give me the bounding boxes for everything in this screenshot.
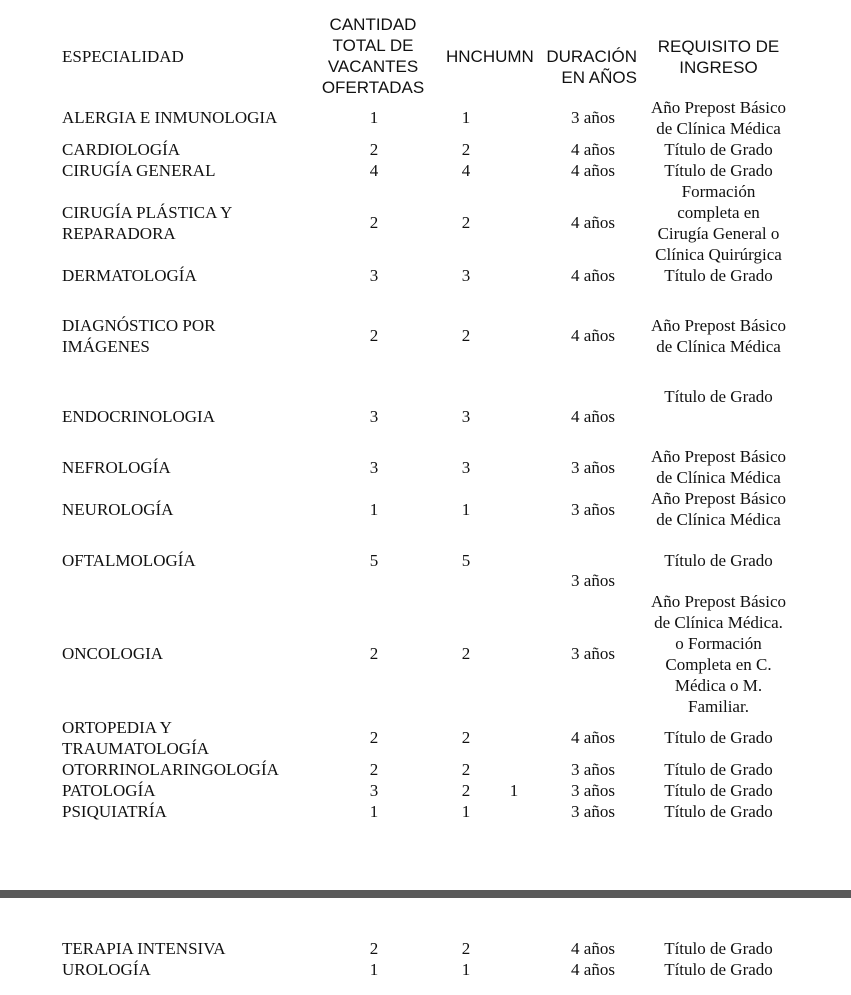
duracion-cell: 4 años: [571, 960, 615, 979]
vacantes-cell: 2: [369, 728, 379, 747]
especialidad-cell: [62, 406, 215, 427]
especialidad-cell-line: ONCOLOGIA: [62, 644, 164, 663]
hnc-cell: 1: [461, 500, 471, 519]
especialidad-cell-line: CIRUGÍA PLÁSTICA Y: [62, 203, 233, 222]
hnc-cell: 4: [461, 161, 471, 180]
duracion-cell: 3 años: [571, 781, 615, 800]
requisito-cell-line: de Clínica Médica: [656, 337, 781, 356]
requisito-cell: [636, 386, 801, 407]
requisito-cell: [636, 160, 801, 181]
vacantes-cell: 1: [369, 960, 379, 979]
requisito-cell-line: Formación: [681, 182, 756, 201]
hnc-cell: 1: [461, 802, 471, 821]
vacantes-cell: 2: [369, 760, 379, 779]
especialidad-cell: [62, 107, 277, 128]
hnc-cell: 2: [461, 781, 471, 800]
vacantes-cell: 4: [369, 161, 379, 180]
especialidad-cell: [62, 717, 209, 759]
especialidad-cell: [62, 959, 151, 980]
especialidad-cell-line: NEUROLOGÍA: [62, 500, 174, 519]
requisito-cell: [636, 938, 801, 959]
requisito-cell-line: de Clínica Médica: [656, 468, 781, 487]
duracion-cell: 4 años: [571, 266, 615, 285]
especialidad-cell: [62, 499, 173, 520]
duracion-cell: 3 años: [571, 458, 615, 477]
header-especialidad-label: ESPECIALIDAD: [62, 47, 184, 66]
header-vacantes: [312, 14, 434, 98]
duracion-cell: 4 años: [571, 140, 615, 159]
vacantes-cell: 5: [369, 551, 379, 570]
hnc-cell: 2: [461, 644, 471, 663]
header-hnc-humn: [446, 46, 534, 67]
requisito-cell: [636, 265, 801, 286]
requisito-cell-line: Título de Grado: [664, 728, 773, 747]
especialidad-cell-line: REPARADORA: [62, 224, 176, 243]
requisito-cell-line: Año Prepost Básico: [650, 316, 787, 335]
humn-cell: 1: [509, 781, 519, 800]
requisito-cell-line: Año Prepost Básico: [650, 98, 787, 117]
especialidad-cell-line: TRAUMATOLOGÍA: [62, 739, 210, 758]
especialidad-cell-line: CARDIOLOGÍA: [62, 140, 181, 159]
duracion-cell: 3 años: [571, 644, 615, 663]
requisito-cell: [636, 591, 801, 717]
especialidad-cell-line: PSIQUIATRÍA: [62, 802, 167, 821]
hnc-cell: 3: [461, 266, 471, 285]
especialidad-cell: [62, 202, 232, 244]
hnc-cell: 1: [461, 960, 471, 979]
especialidad-cell: [62, 139, 180, 160]
duracion-cell: 4 años: [571, 213, 615, 232]
hnc-cell: 2: [461, 760, 471, 779]
requisito-cell-line: Título de Grado: [664, 939, 773, 958]
header-duracion-line: EN AÑOS: [561, 68, 637, 87]
especialidad-cell: [62, 265, 197, 286]
hnc-cell: 2: [461, 213, 471, 232]
vacantes-cell: 1: [369, 500, 379, 519]
duracion-cell: 3 años: [571, 802, 615, 821]
header-vacantes-line: OFERTADAS: [321, 78, 425, 97]
requisito-cell: [636, 780, 801, 801]
especialidad-cell: [62, 938, 226, 959]
requisito-cell-line: Título de Grado: [664, 760, 773, 779]
duracion-cell: 4 años: [571, 939, 615, 958]
requisito-cell: [636, 488, 801, 530]
requisito-cell: [636, 97, 801, 139]
hnc-cell: 2: [461, 326, 471, 345]
requisito-cell-line: Título de Grado: [664, 140, 773, 159]
requisito-cell-line: Título de Grado: [664, 960, 773, 979]
especialidad-cell-line: DIAGNÓSTICO POR: [62, 316, 216, 335]
especialidad-cell: [62, 780, 156, 801]
requisito-cell: [636, 181, 801, 265]
especialidad-cell-line: IMÁGENES: [62, 337, 150, 356]
requisito-cell-line: Médica o M.: [674, 676, 763, 695]
requisito-cell-line: o Formación: [675, 634, 762, 653]
hnc-cell: 5: [461, 551, 471, 570]
hnc-cell: 2: [461, 939, 471, 958]
duracion-cell: 4 años: [571, 407, 615, 426]
especialidad-cell: [62, 759, 279, 780]
page-separator: [0, 890, 851, 898]
requisito-cell: [636, 315, 801, 357]
duracion-cell: 4 años: [571, 326, 615, 345]
requisito-cell-line: de Clínica Médica: [656, 119, 781, 138]
header-duracion: [545, 46, 637, 88]
especialidad-cell-line: PATOLOGÍA: [62, 781, 156, 800]
especialidad-cell: [62, 801, 167, 822]
header-requisito: [640, 36, 797, 78]
requisito-cell-line: Año Prepost Básico: [650, 489, 787, 508]
duracion-cell: 4 años: [571, 161, 615, 180]
especialidad-cell-line: OTORRINOLARINGOLOGÍA: [62, 760, 279, 779]
requisito-cell-line: Título de Grado: [664, 802, 773, 821]
especialidad-cell: [62, 643, 163, 664]
requisito-cell-line: Título de Grado: [664, 161, 773, 180]
vacantes-cell: 1: [369, 108, 379, 127]
header-vacantes-line: TOTAL DE: [332, 36, 414, 55]
header-vacantes-line: VACANTES: [327, 57, 419, 76]
header-vacantes-line: CANTIDAD: [329, 15, 417, 34]
especialidad-cell: [62, 160, 215, 181]
hnc-cell: 3: [461, 407, 471, 426]
header-requisito-line: INGRESO: [679, 58, 758, 77]
especialidad-cell-line: ALERGIA E INMUNOLOGIA: [62, 108, 278, 127]
vacantes-cell: 2: [369, 326, 379, 345]
hnc-cell: 2: [461, 728, 471, 747]
requisito-cell: [636, 727, 801, 748]
duracion-cell: 3 años: [571, 760, 615, 779]
especialidad-cell-line: ENDOCRINOLOGIA: [62, 407, 215, 426]
requisito-cell-line: Título de Grado: [664, 387, 773, 406]
vacantes-cell: 3: [369, 458, 379, 477]
requisito-cell-line: Cirugía General o: [657, 224, 780, 243]
requisito-cell-line: Título de Grado: [664, 551, 773, 570]
especialidad-cell: [62, 315, 215, 357]
requisito-cell-line: Clínica Quirúrgica: [655, 245, 782, 264]
requisito-cell-line: Año Prepost Básico: [650, 447, 787, 466]
requisito-cell-line: Año Prepost Básico: [650, 592, 787, 611]
duracion-cell: 3 años: [571, 500, 615, 519]
requisito-cell: [636, 446, 801, 488]
vacantes-cell: 2: [369, 213, 379, 232]
especialidad-cell: [62, 550, 196, 571]
vacantes-cell: 3: [369, 781, 379, 800]
especialidad-cell-line: OFTALMOLOGÍA: [62, 551, 196, 570]
header-hnc-humn-label: HNCHUMN: [446, 47, 534, 66]
especialidad-cell-line: UROLOGÍA: [62, 960, 151, 979]
vacantes-cell: 2: [369, 140, 379, 159]
hnc-cell: 2: [461, 140, 471, 159]
requisito-cell-line: de Clínica Médica.: [654, 613, 783, 632]
header-requisito-line: REQUISITO DE: [657, 37, 780, 56]
vacantes-cell: 3: [369, 266, 379, 285]
requisito-cell-line: de Clínica Médica: [656, 510, 781, 529]
vacantes-cell: 1: [369, 802, 379, 821]
duracion-cell: 3 años: [571, 108, 615, 127]
vacantes-cell: 3: [369, 407, 379, 426]
especialidad-cell-line: DERMATOLOGÍA: [62, 266, 197, 285]
vacantes-cell: 2: [369, 939, 379, 958]
hnc-cell: 1: [461, 108, 471, 127]
requisito-cell: [636, 959, 801, 980]
header-especialidad: [62, 46, 184, 67]
requisito-cell: [636, 801, 801, 822]
especialidad-cell-line: NEFROLOGÍA: [62, 458, 171, 477]
requisito-cell-line: Título de Grado: [664, 266, 773, 285]
requisito-cell-line: completa en: [677, 203, 760, 222]
requisito-cell: [636, 139, 801, 160]
requisito-cell-line: Título de Grado: [664, 781, 773, 800]
requisito-cell: [636, 759, 801, 780]
duracion-cell: 3 años: [571, 571, 615, 590]
header-duracion-line: DURACIÓN: [546, 47, 637, 66]
hnc-cell: 3: [461, 458, 471, 477]
duracion-cell: 4 años: [571, 728, 615, 747]
requisito-cell: [636, 550, 801, 571]
requisito-cell-line: Familiar.: [688, 697, 749, 716]
especialidad-cell-line: CIRUGÍA GENERAL: [62, 161, 216, 180]
especialidad-cell-line: ORTOPEDIA Y: [62, 718, 172, 737]
requisito-cell-line: Completa en C.: [665, 655, 772, 674]
especialidad-cell: [62, 457, 171, 478]
especialidad-cell-line: TERAPIA INTENSIVA: [62, 939, 226, 958]
vacantes-cell: 2: [369, 644, 379, 663]
